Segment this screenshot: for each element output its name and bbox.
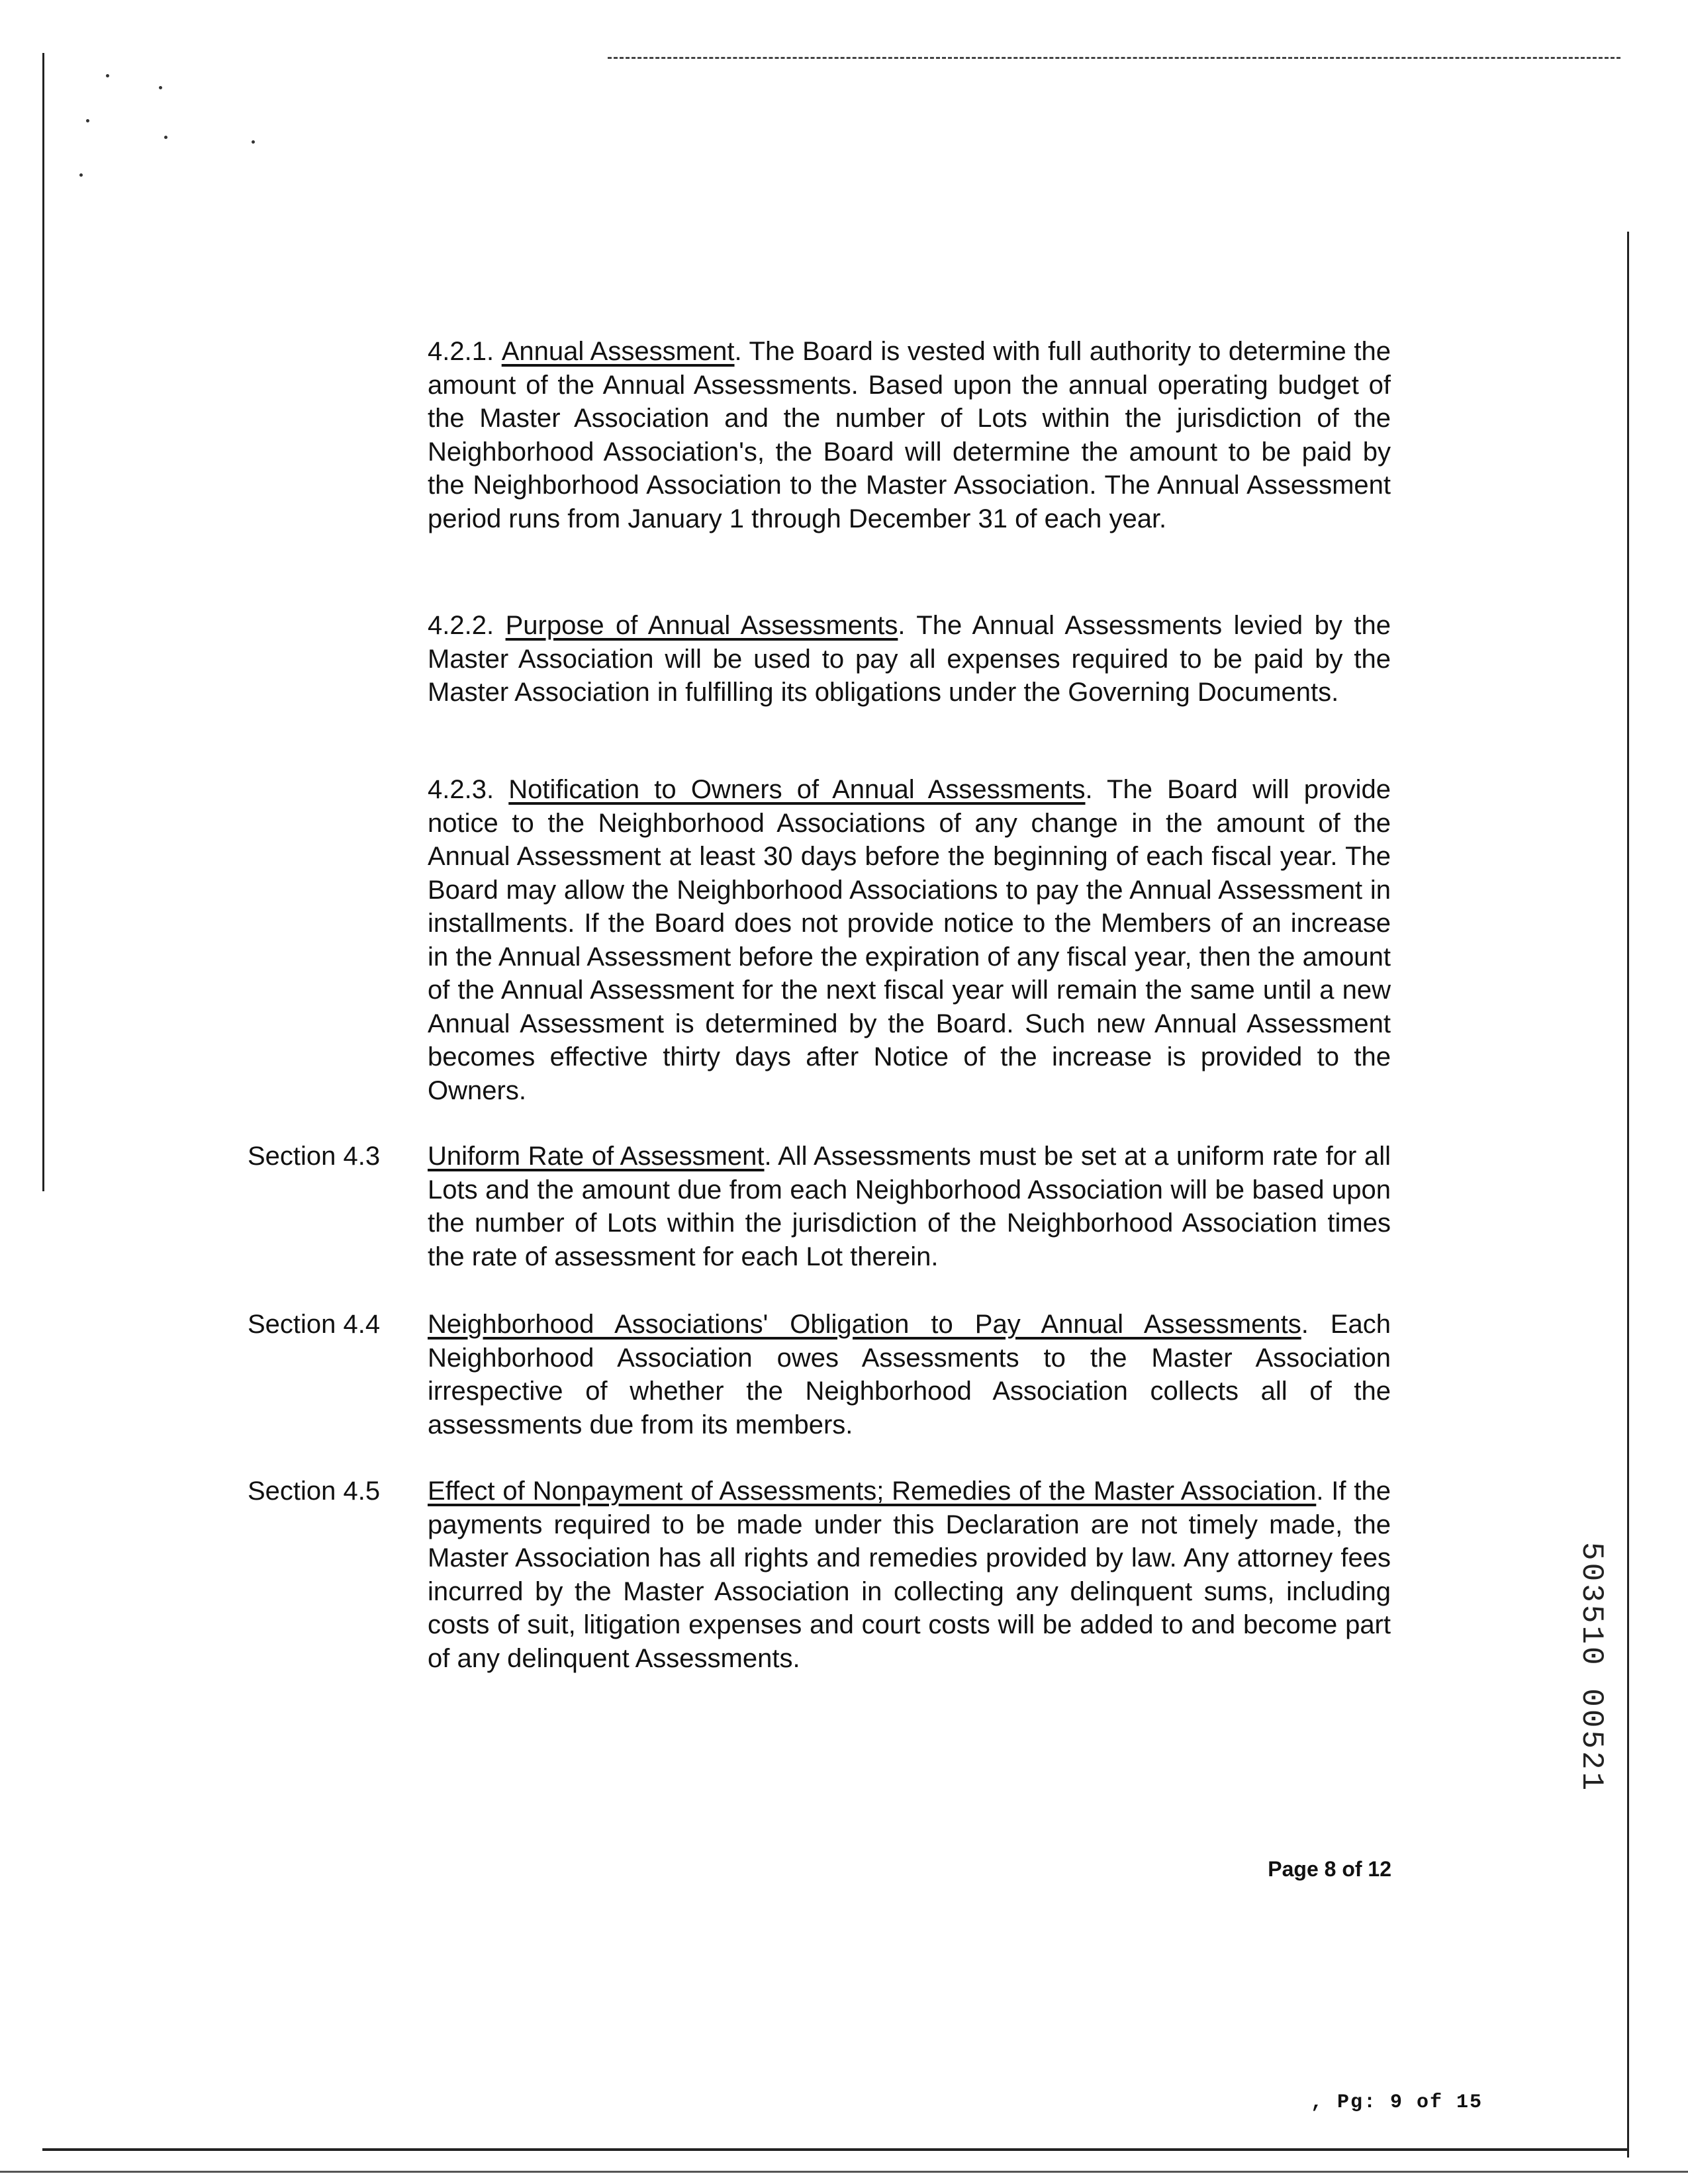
scan-speck bbox=[86, 119, 89, 122]
section-text: . If the payments required to be made under this Declaration are not timely made, the Master Association has all rights and remedies provided by law. Any attorney fees incurred by the Master Association in collecting any delinquent sums, including costs of suit, litigation expenses and court costs will be added to and become part of any delinquent Assessments. bbox=[428, 1477, 1391, 1673]
section-label: Section 4.5 bbox=[248, 1477, 381, 1506]
scan-speck bbox=[79, 173, 83, 177]
section-text: . The Board is vested with full authority to determine the amount of the Annual Assessments. Based upon the annual operating budget of the Master Association and the number of Lots within the jurisdiction of the Neighborhood Association's, the Board will determine the amount to be paid by the Neighborhood Association to the Master Association. The Annual Assessment period runs from January 1 through December 31 of each year. bbox=[428, 337, 1391, 533]
section-label: Section 4.3 bbox=[248, 1142, 381, 1171]
section-text: . Each Neighborhood Association owes Assessments to the Master Association irrespective of whether the Neighborhood Association collects all of the assessments due from its members. bbox=[428, 1310, 1391, 1439]
scan-speck bbox=[159, 86, 162, 89]
scan-speck bbox=[106, 74, 109, 77]
section-heading: Purpose of Annual Assessments bbox=[505, 611, 898, 640]
scan-speck bbox=[252, 140, 255, 144]
section-heading: Annual Assessment bbox=[501, 337, 735, 366]
section-4-4 bbox=[428, 1308, 1391, 1441]
section-text: . The Annual Assessments levied by the Master Association will be used to pay all expenses required to be paid by the Master Association in fulfilling its obligations under the Governing Documents. bbox=[428, 611, 1391, 707]
recording-stamp-text: 503510 00521 bbox=[1574, 1542, 1609, 1794]
section-4-5 bbox=[428, 1475, 1391, 1675]
section-4-2-3 bbox=[428, 773, 1391, 1107]
top-scan-line bbox=[608, 57, 1620, 59]
bottom-scan-edge bbox=[0, 2171, 1688, 2173]
section-4-2-1 bbox=[428, 335, 1391, 535]
section-text: . All Assessments must be set at a uniform rate for all Lots and the amount due from each Neighborhood Association will be based upon the number of Lots within the jurisdiction of the Neighborhood Association times the rate of assessment for each Lot therein. bbox=[428, 1142, 1391, 1271]
right-scan-edge bbox=[1627, 232, 1629, 2158]
section-number: 4.2.2. bbox=[428, 611, 494, 640]
section-label: Section 4.4 bbox=[248, 1310, 381, 1339]
section-4-2-2 bbox=[428, 609, 1391, 709]
section-number: 4.2.3. bbox=[428, 775, 494, 804]
bottom-scan-line bbox=[42, 2148, 1628, 2151]
page-number: Page 8 of 12 bbox=[1268, 1857, 1391, 1881]
section-text: . The Board will provide notice to the Neighborhood Associations of any change in the amount of the Annual Assessment at least 30 days before the beginning of each fiscal year. The Board may allow the Neighborhood Associations to pay the Annual Assessment in installments. If the Board does not provide notice to the Members of an increase in the Annual Assessment before the expiration of any fiscal year, then the amount of the Annual Assessment for the next fiscal year will remain the same until a new Annual Assessment is determined by the Board. Such new Annual Assessment becomes effective thirty days after Notice of the increase is provided to the Owners. bbox=[428, 775, 1391, 1105]
section-4-3 bbox=[428, 1140, 1391, 1273]
scan-speck bbox=[164, 136, 167, 139]
footer-page-count: , Pg: 9 of 15 bbox=[1311, 2091, 1483, 2114]
section-heading: Notification to Owners of Annual Assessments bbox=[508, 775, 1086, 804]
section-number: 4.2.1. bbox=[428, 337, 494, 366]
section-heading: Effect of Nonpayment of Assessments; Remedies of the Master Association bbox=[428, 1477, 1317, 1506]
section-heading: Uniform Rate of Assessment bbox=[428, 1142, 765, 1171]
section-heading: Neighborhood Associations' Obligation to Pay Annual Assessments bbox=[428, 1310, 1301, 1339]
left-scan-edge bbox=[42, 53, 44, 1191]
